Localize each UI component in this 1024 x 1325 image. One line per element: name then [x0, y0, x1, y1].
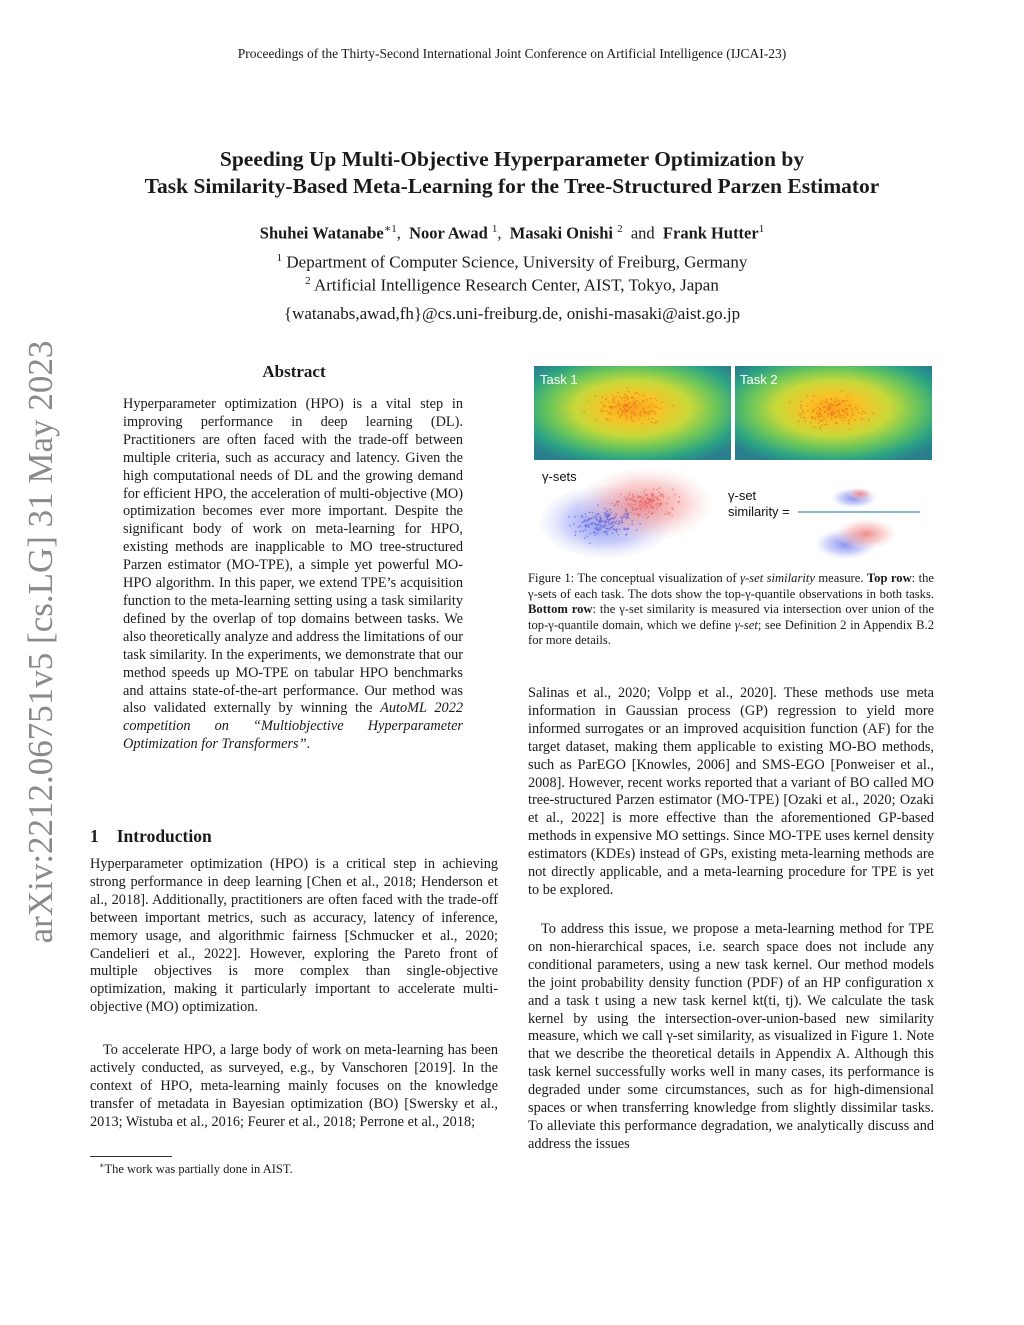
arxiv-identifier: arXiv:2212.06751v5 [cs.LG] 31 May 2023 [21, 340, 60, 944]
figure-1-caption [528, 571, 934, 649]
caption-term-2: γ-set [734, 617, 758, 632]
affiliation-2-sup: 2 [305, 275, 311, 287]
section-heading-introduction [90, 826, 212, 847]
abstract-text: Hyperparameter optimization (HPO) is a vital step in improving performance in deep learning (DL). Practitioners are often faced with the trade-off between multiple criteria, such as accuracy and latency. Given the high computational needs of DL and the growing demand for efficient HPO, the acceleration of multi-objective (MO) optimization becomes ever more important. Despite the significant body of work on meta-learning for HPO, existing methods are inapplicable to MO tree-structured Parzen estimator (MO-TPE), a simple yet powerful MO-HPO algorithm. In this paper, we extend TPE’s acquisition function to the meta-learning setting using a task similarity defined by the overlap of top domains between tasks. We also theoretically analyze and address the limitations of our task similarity. In the experiments, we demonstrate that our method speeds up MO-TPE on tabular HPO benchmarks and attains state-of-the-art performance. Our method was also validated externally by winning the [123, 396, 463, 717]
paper-title [60, 146, 964, 200]
intro-paragraph-1: Hyperparameter optimization (HPO) is a critical step in achieving strong performance in deep learning [Chen et al., 2018; Henderson et al., 2018]. Additionally, practitioners are often faced with the trade-off between important metrics, such as accuracy, latency of inference, memory usage, and algorithmic fairness [Schmucker et al., 2020; Candelieri et al., 2022]. However, exploring the Pareto front of multiple objectives is more complex than single-objective optimization, making it particularly important to accelerate multi-objective (MO) optimization. [90, 856, 498, 1016]
task-2-label: Task 2 [740, 372, 778, 387]
caption-lead: Figure 1: The conceptual visualization of [528, 571, 741, 585]
author-3-sup: 2 [617, 223, 623, 235]
affiliation-2 [60, 275, 964, 296]
caption-bottom-label: Bottom row [528, 602, 593, 617]
footnote-text: The work was partially done in AIST. [104, 1162, 293, 1177]
affiliation-1-sup: 1 [276, 252, 283, 264]
caption-t3: : the γ-set similarity is measured via intersection over union of the top-γ-quantile domain, which we define [528, 602, 934, 632]
caption-t1: measure. [814, 571, 867, 585]
affiliation-2-text: Artificial Intelligence Research Center, AIST, Tokyo, Japan [313, 275, 719, 295]
caption-term: γ-set similarity [740, 571, 815, 585]
author-emails: {watanabs,awad,fh}@cs.uni-freiburg.de, onishi-masaki@aist.go.jp [283, 304, 741, 323]
author-list: Shuhei Watanabe$^{∗1}$, Noor Awad $^1$, Masaki Onishi $^2$ and Frank Hutter$^1$ [259, 223, 765, 243]
union-red [836, 519, 896, 549]
abstract-italic: AutoML 2022 competition on “Multiobjective Hyperparameter Optimization for Transformers” [123, 700, 463, 753]
author-1-sup: ∗1 [383, 223, 397, 235]
footnote-mark: ∗ [99, 1161, 105, 1170]
footnote-rule [90, 1156, 172, 1157]
abstract-heading: Abstract [262, 362, 326, 381]
title-line-2: Task Similarity-Based Meta-Learning for the Tree-Structured Parzen Estimator [144, 174, 880, 198]
gamma-set-label: γ-set [728, 488, 757, 503]
caption-top-label: Top row [866, 571, 912, 585]
author-and: and [630, 223, 655, 243]
affiliation-1-text: Department of Computer Science, University of Freiburg, Germany [286, 252, 748, 272]
arxiv-watermark [14, 342, 68, 942]
right-paragraph-2: To address this issue, we propose a meta-learning method for TPE on non-hierarchical spaces, i.e. search space does not include any conditional parameters, using a new task kernel. Our method models the joint probability density function (PDF) of an HP configuration x and a task t using a new task kernel kt(ti, tj). We calculate the task kernel by using the intersection-over-union-based new similarity measure, which we call γ-set similarity, as visualized in Figure 1. Note that we describe the theoretical details in Appendix A. Although this task kernel successfully works well in many cases, its performance is degraded under some circumstances, such as for high-dimensional spaces or when transferring knowledge from slightly dissimilar tasks. To alleviate this performance degradation, we analytically discuss and address the issues [528, 921, 934, 1152]
footnote [99, 1161, 293, 1177]
section-title: Introduction [116, 826, 212, 846]
gamma-sets-label: γ-sets [542, 469, 577, 484]
section-number: 1 [90, 826, 99, 846]
proceedings-header: Proceedings of the Thirty-Second International Joint Conference on Artificial Intelligence (IJCAI-23) [237, 46, 787, 61]
abstract-end: . [306, 736, 311, 753]
figure-1-graphic [528, 364, 934, 560]
author-2-sup: 1 [491, 223, 498, 235]
title-line-1: Speeding Up Multi-Objective Hyperparameter Optimization by [219, 147, 805, 171]
abstract-body [123, 396, 463, 754]
author-1: Shuhei Watanabe [259, 223, 384, 243]
figure-1 [528, 364, 934, 560]
task-1-label: Task 1 [540, 372, 578, 387]
similarity-label: similarity = [728, 504, 790, 519]
author-4-sup: 1 [758, 223, 765, 235]
author-4: Frank Hutter [662, 223, 759, 243]
caption-t4: ; see Definition 2 in Appendix B.2 for more details. [528, 617, 934, 648]
intersection-red [848, 488, 872, 500]
intro-paragraph-2: To accelerate HPO, a large body of work on meta-learning has been actively conducted, as surveyed, e.g., by Vanschoren [2019]. In the context of HPO, meta-learning mainly focuses on the knowledge transfer of metadata in Bayesian optimization (BO) [Swersky et al., 2013; Wistuba et al., 2016; Feurer et al., 2018; Perrone et al., 2018; [90, 1042, 498, 1130]
author-3: Masaki Onishi [509, 223, 613, 243]
author-2: Noor Awad [409, 223, 488, 243]
affiliation-1 [60, 252, 964, 273]
right-paragraph-1: Salinas et al., 2020; Volpp et al., 2020]. These methods use meta information in Gaussian process (GP) regression to yield more informed surrogates or an improved acquisition function (AF) for the target dataset, making them applicable to existing MO-BO methods, such as ParEGO [Knowles, 2006] and SMS-EGO [Ponweiser et al., 2008]. However, recent works reported that a variant of BO called MO tree-structured Parzen estimator (MO-TPE) [Ozaki et al., 2020; Ozaki et al., 2022] is more effective than the aforementioned GP-based methods in expensive MO settings. Since MO-TPE uses kernel density estimators (KDEs) instead of GPs, existing meta-learning methods are not directly applicable, and a meta-learning procedure for TPE is yet to be explored. [528, 685, 934, 898]
caption-t2: : the γ-sets of each task. The dots show the top-γ-quantile observations in both tasks. [528, 571, 934, 601]
